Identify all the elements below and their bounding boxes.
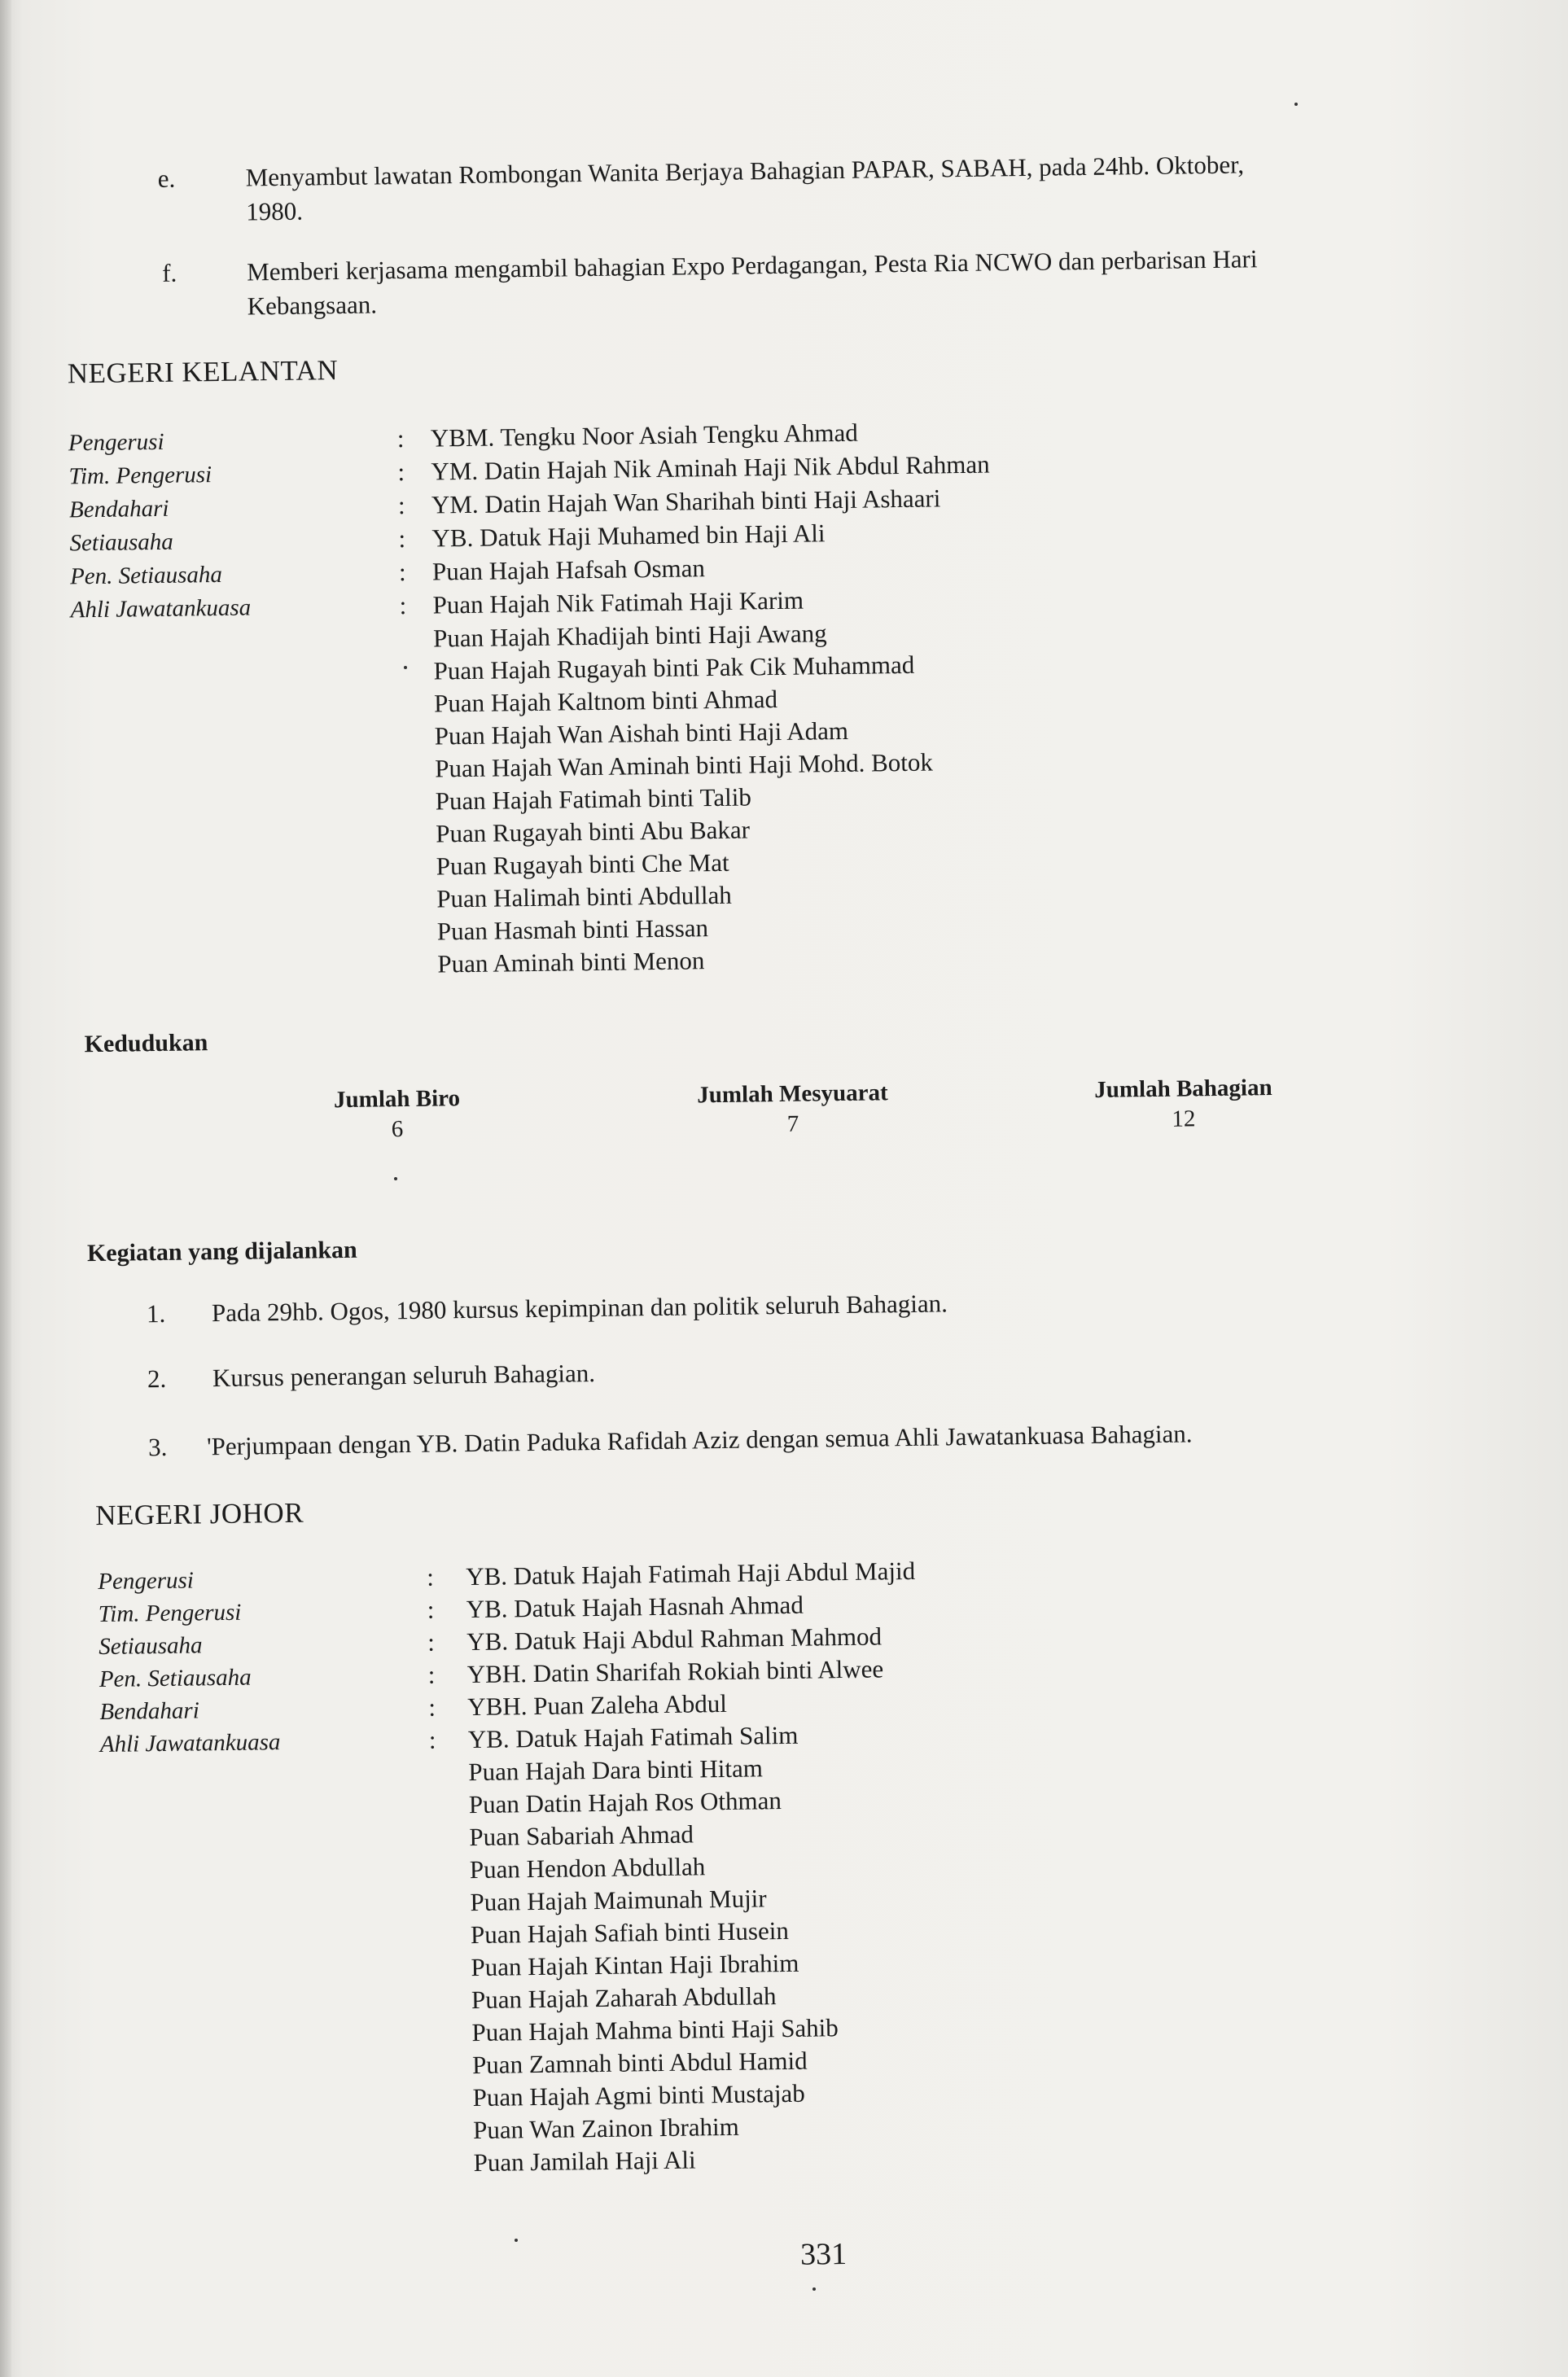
colon: : [397,457,405,487]
committee-member: Puan Hajah Maimunah Mujir [470,1884,767,1917]
intro-item-text: Kebangsaan. [247,290,378,321]
officer-role: Pen. Setiausaha [69,561,223,590]
committee-member: Puan Rugayah binti Che Mat [436,847,729,881]
committee-member: Puan Hajah Fatimah binti Talib [435,782,752,816]
stat-label: Jumlah Biro [333,1085,461,1114]
colon: : [427,1595,435,1624]
colon: : [399,590,407,620]
scan-speck [394,1177,397,1180]
committee-member: Puan Hajah Khadijah binti Haji Awang [432,619,827,653]
scan-speck [515,2239,518,2242]
intro-item-marker: f. [161,258,177,287]
officer-role: Tim. Pengerusi [98,1599,242,1628]
kedudukan-label: Kedudukan [84,1029,208,1058]
officer-role: Tim. Pengerusi [68,462,212,490]
section-heading-johor: NEGERI JOHOR [94,1496,304,1532]
committee-member: Puan Sabariah Ahmad [469,1819,694,1852]
committee-member: Puan Jamilah Haji Ali [473,2145,696,2178]
officer-name: YBH. Datin Sharifah Rokiah binti Alwee [466,1654,884,1689]
stat-value: 6 [391,1116,404,1143]
officer-name: YB. Datuk Hajah Hasnah Ahmad [466,1590,804,1624]
colon: : [426,1562,435,1591]
colon: : [397,490,405,520]
officer-name: YB. Datuk Hajah Fatimah Haji Abdul Majid [465,1556,916,1591]
officer-role: Bendahari [99,1697,199,1726]
intro-item-text: Menyambut lawatan Rombongan Wanita Berjaya Bahagian PAPAR, SABAH, pada 24hb. Oktober, [245,150,1245,192]
committee-member: Puan Hajah Zaharah Abdullah [471,1981,777,2015]
committee-member: Puan Hajah Wan Aishah binti Haji Adam [434,716,849,751]
officer-name: YB. Datuk Hajah Fatimah Salim [467,1720,799,1754]
activity-number: 1. [146,1298,166,1329]
colon: : [427,1627,436,1657]
committee-member: Puan Aminah binti Menon [437,946,705,978]
kelantan-committee-list [433,616,935,981]
officer-name: Puan Hajah Hafsah Osman [431,554,706,586]
colon: : [428,1725,436,1754]
officer-role: Bendahari [68,495,169,523]
scan-speck [812,2287,816,2291]
officer-name: YB. Datuk Haji Muhamed bin Haji Ali [431,519,826,553]
scan-speck [1294,103,1298,106]
activity-text: Kursus penerangan seluruh Bahagian. [212,1359,596,1393]
intro-item-marker: e. [157,164,176,193]
officer-name: YM. Datin Hajah Wan Sharihah binti Haji Ashaari [431,484,941,519]
stat-label: Jumlah Mesyuarat [697,1079,888,1109]
officer-role: Setiausaha [99,1632,203,1661]
committee-member: Puan Hajah Rugayah binti Pak Cik Muhammad [433,650,915,685]
activity-number: 3. [147,1432,168,1462]
section-heading-kelantan: NEGERI KELANTAN [67,354,339,390]
committee-member: Puan Hajah Wan Aminah binti Haji Mohd. Botok [434,747,934,783]
activities-label: Kegiatan yang dijalankan [86,1236,357,1267]
officer-role: Pengerusi [68,428,164,457]
stat-label: Jumlah Bahagian [1094,1075,1272,1103]
colon: : [398,523,406,554]
committee-member: Puan Hasmah binti Hassan [436,913,709,946]
officer-name: YBM. Tengku Noor Asiah Tengku Ahmad [430,418,859,453]
officer-name: YM. Datin Hajah Nik Aminah Haji Nik Abdul Rahman [431,449,990,486]
committee-member: Puan Halimah binti Abdullah [436,880,733,913]
colon: : [396,423,405,453]
stat-value: 12 [1172,1105,1196,1132]
scan-speck [404,666,407,669]
colon: : [398,557,406,587]
committee-member: Puan Hajah Mahma binti Haji Sahib [471,2013,839,2047]
officer-role: Ahli Jawatankuasa [70,594,252,624]
officer-role: Pengerusi [98,1567,195,1596]
officer-role: Setiausaha [69,528,174,557]
committee-member: Puan Wan Zainon Ibrahim [472,2112,739,2145]
officer-role: Ahli Jawatankuasa [99,1729,281,1758]
colon: : [428,1692,436,1722]
activity-text: 'Perjumpaan dengan YB. Datin Paduka Rafidah Aziz dengan semua Ahli Jawatankuasa Bahagian. [206,1419,1193,1461]
intro-item-text: Memberi kerjasama mengambil bahagian Expo Perdagangan, Pesta Ria NCWO dan perbarisan Hari [246,244,1258,287]
stat-value: 7 [786,1110,799,1137]
stat-jumlah-mesyuarat [682,1076,903,1140]
committee-member: Puan Zamnah binti Abdul Hamid [471,2046,808,2080]
committee-member: Puan Rugayah binti Abu Bakar [436,815,751,848]
committee-member: Puan Hajah Safiah binti Husein [470,1915,790,1950]
activity-text: Pada 29hb. Ogos, 1980 kursus kepimpinan dan politik seluruh Bahagian. [211,1289,948,1328]
committee-member: Puan Datin Hajah Ros Othman [468,1786,782,1819]
page-number: 331 [799,2237,848,2272]
colon: : [427,1660,436,1689]
committee-member: Puan Hajah Agmi binti Mustajab [472,2078,805,2112]
committee-member: Puan Hajah Kaltnom binti Ahmad [433,685,778,718]
committee-member: Puan Hendon Abdullah [469,1852,706,1885]
activity-number: 2. [147,1364,167,1394]
officer-name: YB. Datuk Haji Abdul Rahman Mahmod [466,1622,883,1657]
officer-role: Pen. Setiausaha [99,1664,252,1693]
stat-jumlah-bahagian [1073,1071,1294,1135]
intro-item-text: 1980. [246,196,304,226]
committee-member: Puan Hajah Dara binti Hitam [468,1753,764,1787]
officer-name: Puan Hajah Nik Fatimah Haji Karim [432,585,804,619]
officer-name: YBH. Puan Zaleha Abdul [467,1688,728,1722]
stat-jumlah-biro [327,1082,466,1144]
johor-committee-list [468,1751,840,2179]
committee-member: Puan Hajah Kintan Haji Ibrahim [471,1948,799,1982]
